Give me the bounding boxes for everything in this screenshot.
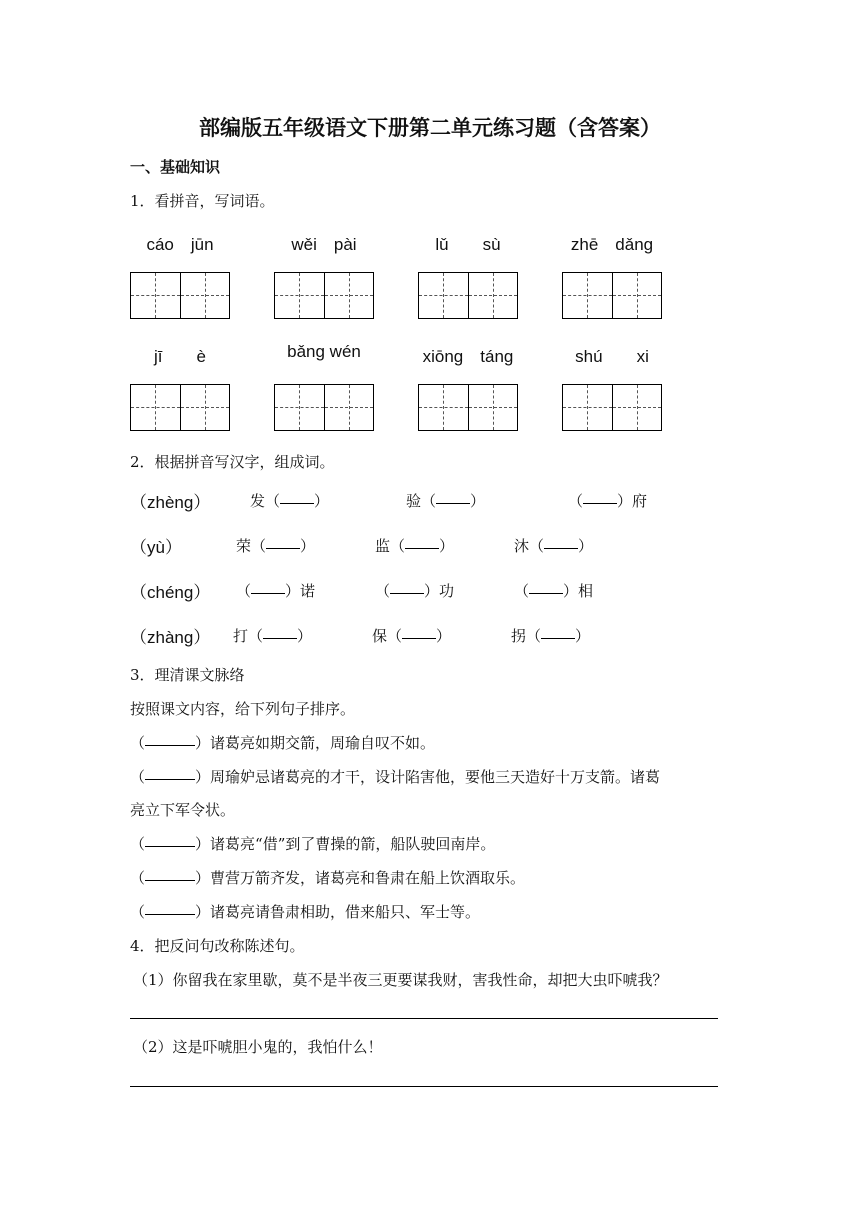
- writing-grid[interactable]: [418, 384, 518, 431]
- pinyin-label: jī è: [154, 347, 206, 366]
- answer-blank[interactable]: [436, 502, 470, 504]
- pinyin-label: xiōng táng: [422, 347, 514, 366]
- fill-item: 沐（ ）: [514, 537, 594, 555]
- pinyin-label: wěi pài: [291, 235, 357, 254]
- pinyin-label: （zhèng）: [130, 493, 211, 512]
- order-blank[interactable]: [145, 879, 195, 881]
- writing-grid[interactable]: [274, 384, 374, 431]
- order-blank[interactable]: [145, 744, 195, 746]
- fill-item: 保（ ）: [372, 627, 452, 645]
- fill-item: （ ）府: [568, 492, 648, 510]
- answer-blank[interactable]: [405, 547, 439, 549]
- order-blank[interactable]: [145, 778, 195, 780]
- answer-blank[interactable]: [266, 547, 300, 549]
- fill-item: 拐（ ）: [511, 627, 591, 645]
- answer-blank[interactable]: [541, 637, 575, 639]
- writing-grid[interactable]: [130, 272, 230, 319]
- answer-blank[interactable]: [390, 592, 424, 594]
- answer-blank[interactable]: [583, 502, 617, 504]
- fill-item: 验（ ）: [406, 492, 486, 510]
- ordering-item-continuation: 亮立下军令状。: [130, 801, 236, 819]
- question-4-item-1: （1）你留我在家里歇，莫不是半夜三更要谋我财，害我性命，却把大虫吓唬我？: [133, 971, 668, 989]
- ordering-item: （ ）曹营万箭齐发，诸葛亮和鲁肃在船上饮酒取乐。: [130, 869, 526, 887]
- ordering-item: （ ）诸葛亮请鲁肃相助，借来船只、军士等。: [130, 903, 481, 921]
- order-blank[interactable]: [145, 913, 195, 915]
- pinyin-label: zhē dǎng: [570, 235, 654, 254]
- question-2-prompt: 2．根据拼音写汉字，组成词。: [130, 453, 335, 471]
- pinyin-label: shú xi: [575, 347, 649, 366]
- fill-item: 监（ ）: [375, 537, 455, 555]
- pinyin-label: lǔ sù: [435, 235, 501, 254]
- fill-item: 打（ ）: [233, 627, 313, 645]
- answer-blank[interactable]: [402, 637, 436, 639]
- question-3-instruction: 按照课文内容，给下列句子排序。: [130, 700, 356, 718]
- ordering-item: （ ）周瑜妒忌诸葛亮的才干，设计陷害他，要他三天造好十万支箭。诸葛: [130, 768, 661, 786]
- pinyin-label: bǎng wén: [287, 342, 361, 361]
- pinyin-label: （chéng）: [130, 583, 211, 602]
- answer-blank[interactable]: [280, 502, 314, 504]
- answer-blank[interactable]: [544, 547, 578, 549]
- answer-blank[interactable]: [529, 592, 563, 594]
- page-title: 部编版五年级语文下册第二单元练习题（含答案）: [199, 116, 661, 140]
- fill-item: （ ）诺: [236, 582, 316, 600]
- question-1-prompt: 1．看拼音，写词语。: [130, 192, 275, 210]
- section-heading-basic-knowledge: 一、基础知识: [130, 158, 221, 176]
- writing-grid[interactable]: [130, 384, 230, 431]
- writing-grid[interactable]: [562, 272, 662, 319]
- question-4-prompt: 4．把反问句改称陈述句。: [130, 937, 305, 955]
- fill-item: （ ）功: [375, 582, 455, 600]
- answer-blank[interactable]: [251, 592, 285, 594]
- order-blank[interactable]: [145, 845, 195, 847]
- fill-item: （ ）相: [514, 582, 594, 600]
- ordering-item: （ ）诸葛亮“借”到了曹操的箭，船队驶回南岸。: [130, 835, 496, 853]
- fill-item: 发（ ）: [250, 492, 330, 510]
- answer-blank[interactable]: [263, 637, 297, 639]
- question-4-item-2: （2）这是吓唬胆小鬼的，我怕什么！: [133, 1038, 383, 1056]
- pinyin-label: cáo jūn: [146, 235, 214, 254]
- ordering-item: （ ）诸葛亮如期交箭，周瑜自叹不如。: [130, 734, 436, 752]
- fill-item: 荣（ ）: [236, 537, 316, 555]
- answer-line[interactable]: [130, 1086, 718, 1087]
- writing-grid[interactable]: [274, 272, 374, 319]
- pinyin-label: （zhàng）: [130, 628, 211, 647]
- writing-grid[interactable]: [562, 384, 662, 431]
- writing-grid[interactable]: [418, 272, 518, 319]
- answer-line[interactable]: [130, 1018, 718, 1019]
- pinyin-label: （yù）: [130, 538, 182, 557]
- question-3-prompt: 3．理清课文脉络: [130, 666, 245, 684]
